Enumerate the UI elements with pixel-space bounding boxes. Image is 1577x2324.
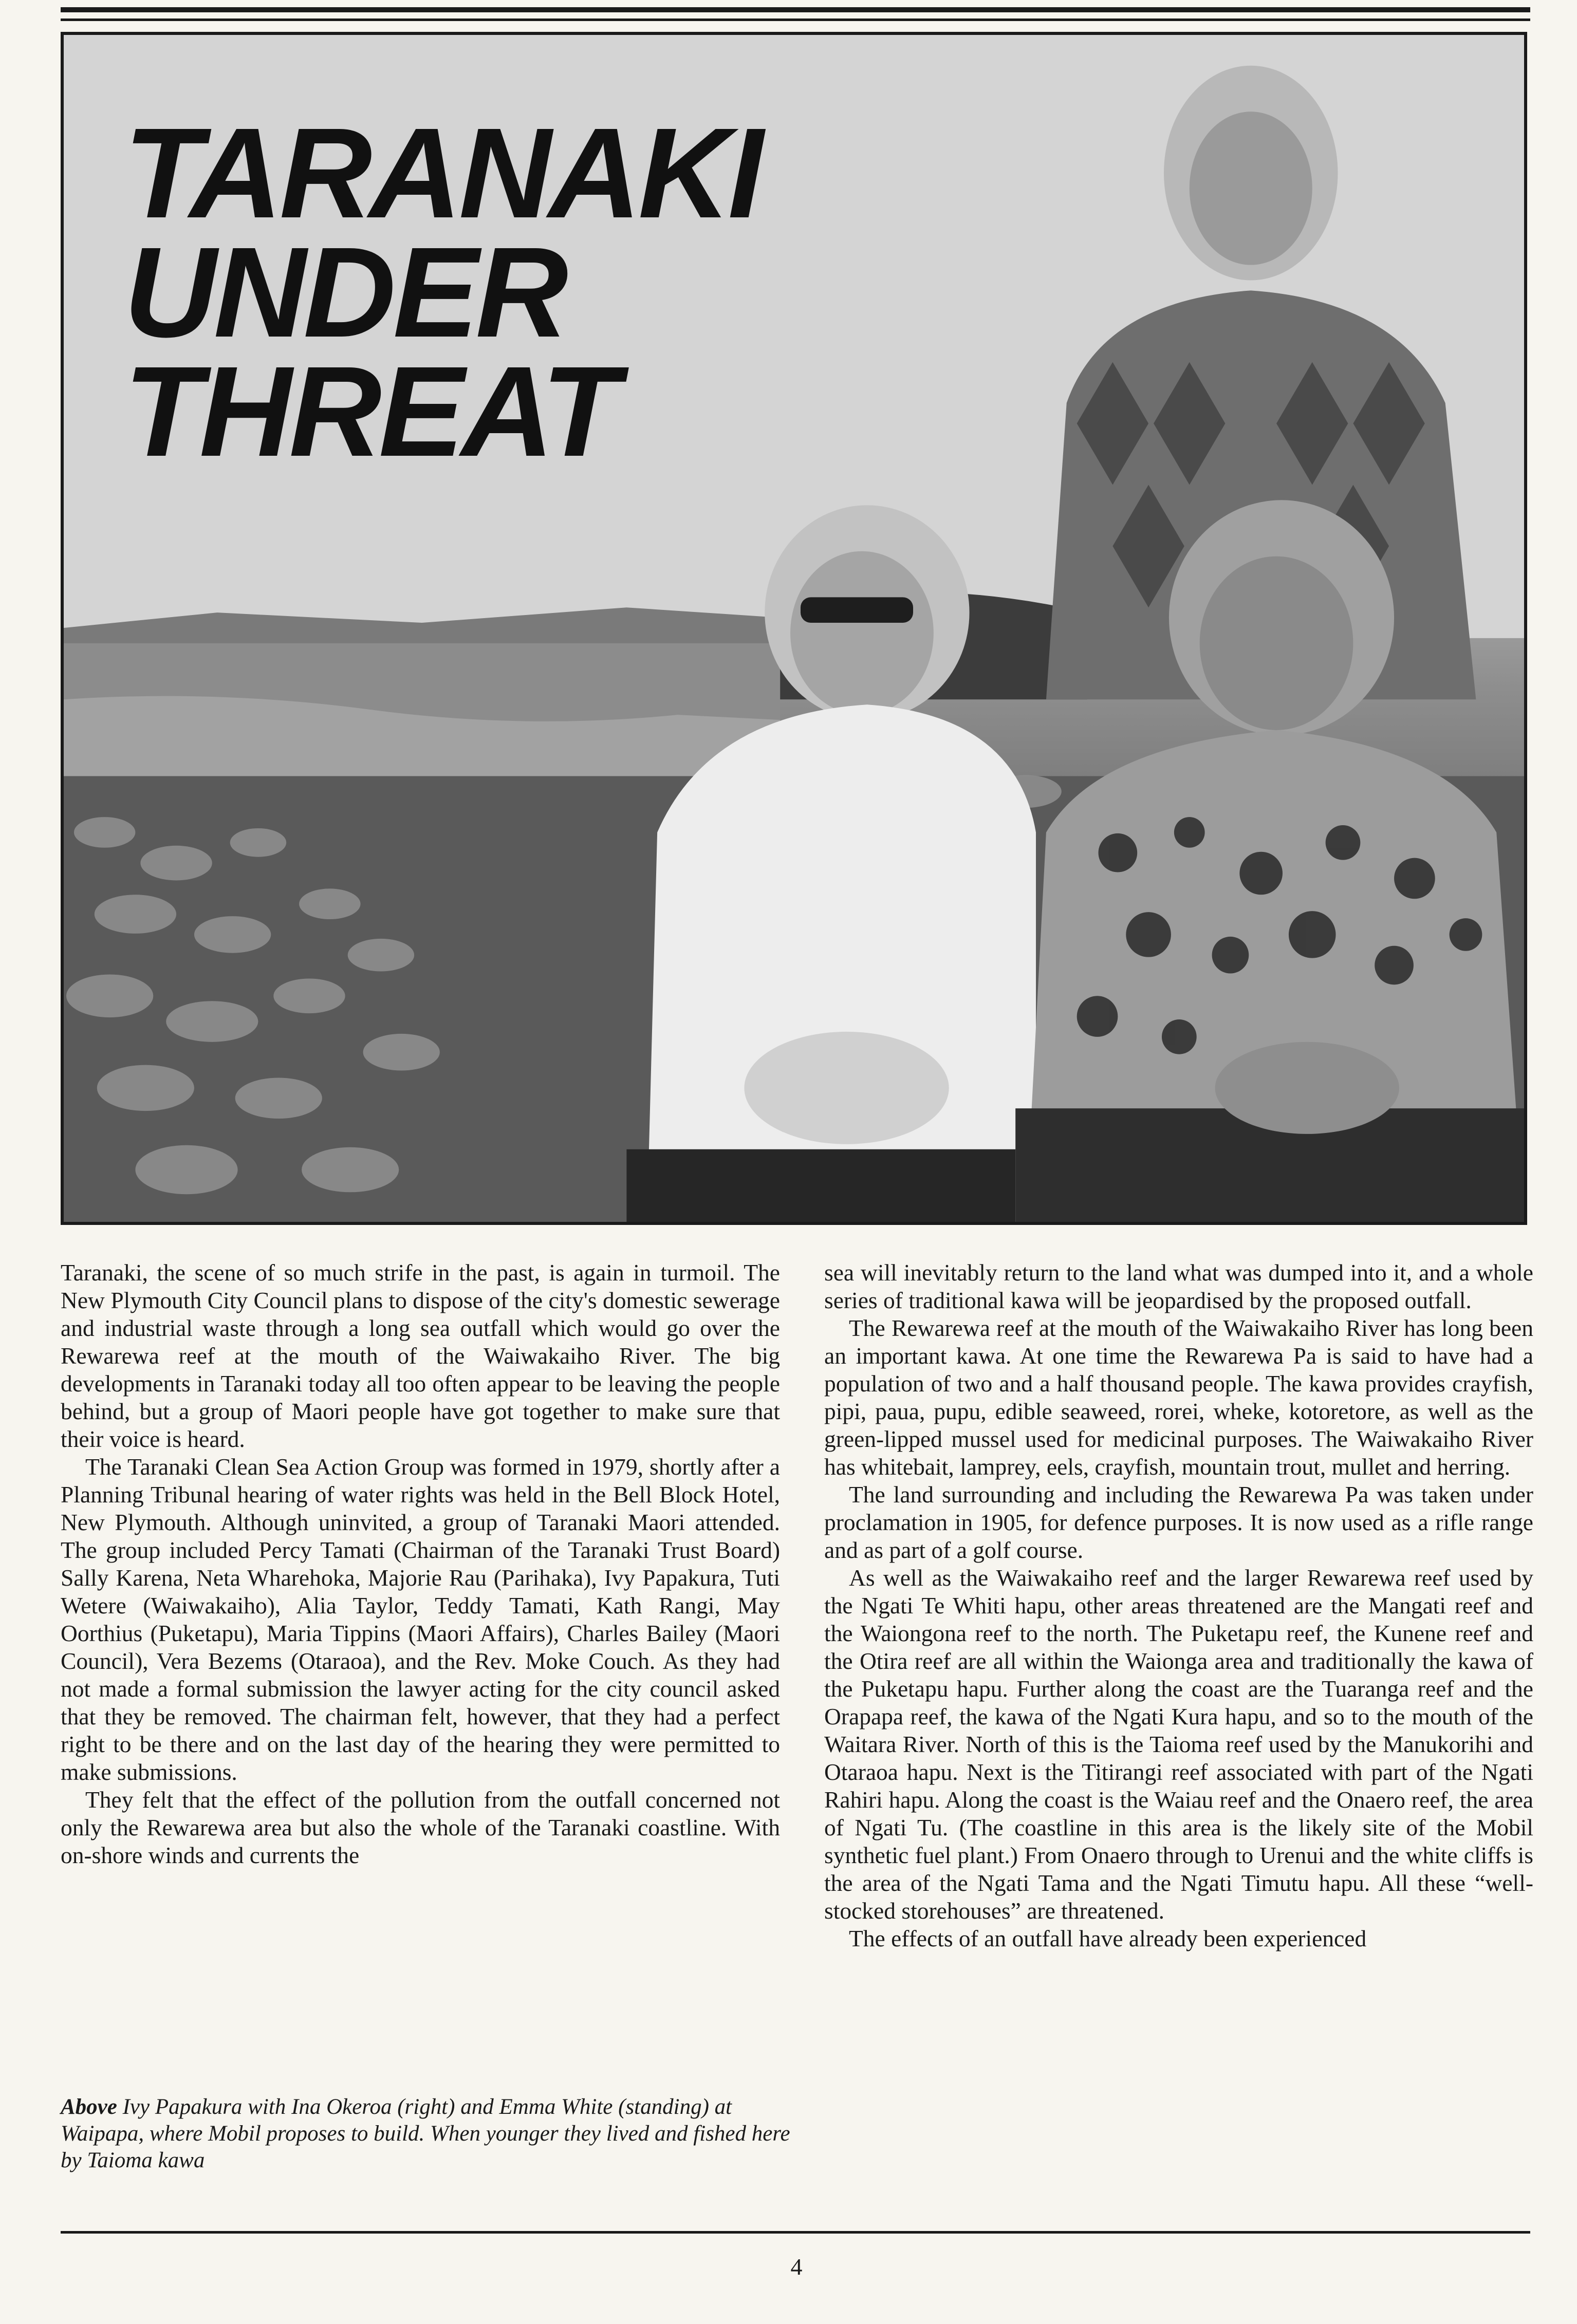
paragraph: As well as the Waiwakaiho reef and the larger Rewarewa reef used by the Ngati Te Whiti hapu, other areas threatened are the Mangati reef and the Waiongona reef to the north. The Puketapu reef, the Kunene reef and the Otira reef are all within the Waionga area and traditionally the kawa of the Puketapu hapu. Further along the coast are the Tuaranga reef and the Orapapa reef, the kawa of the Ngati Kura hapu, and so to the mouth of the Waitara River. North of this is the Taioma reef used by the Manukorihi and Otaraoa hapu. Next is the Titirangi reef associated with part of the Ngati Rahiri hapu. Along the coast is the Waiau reef and the Onaero reef, the area of Ngati Tu. (The coastline in this area is the likely site of the Mobil synthetic fuel plant.) From Onaero through to Urenui and the white cliffs is the area of the Ngati Tama and the Ngati Timutu hapu. All these “well-stocked storehouses” are threatened. xyxy=(824,1565,1533,1924)
page-number: 4 xyxy=(790,2254,803,2280)
top-rule-thin xyxy=(61,18,1530,21)
paragraph: The Taranaki Clean Sea Action Group was formed in 1979, shortly after a Planning Tribunal hearing of water rights was held in the Bell Block Hotel, New Plymouth. Although uninvited, a group of Taranaki Maori attended. The group included Percy Tamati (Chairman of the Taranaki Trust Board) Sally Karena, Neta Wharehoka, Majorie Rau (Parihaka), Ivy Papakura, Tuti Wetere (Waiwakaiho), Alia Taylor, Teddy Tamati, Kath Rangi, May Oorthius (Puketapu), Maria Tippins (Maori Affairs), Charles Bailey (Maori Council), Vera Bezems (Otaraoa), and the Rev. Moke Couch. As they had not made a formal submission the lawyer acting for the city council asked that they be removed. The chairman felt, however, that they had a perfect right to be there and on the last day of the hearing they were permitted to make submissions. xyxy=(61,1454,780,1785)
article-column-left xyxy=(61,1259,780,1869)
photo-three-women-on-beach xyxy=(61,32,1527,1225)
paragraph: The land surrounding and including the Rewarewa Pa was taken under proclamation in 1905, for defence purposes. It is now used as a rifle range and as part of a golf course. xyxy=(824,1481,1533,1563)
headline xyxy=(124,101,760,483)
caption-lead: Above xyxy=(61,2095,117,2119)
caption-text: Ivy Papakura with Ina Okeroa (right) and Emma White (standing) at Waipapa, where Mobil proposes to build. When younger they lived and fished here by Taioma kawa xyxy=(61,2095,790,2172)
paragraph: Taranaki, the scene of so much strife in the past, is again in turmoil. The New Plymouth City Council plans to dispose of the city's domestic sewerage and industrial waste through a long sea outfall which would go over the Rewarewa reef at the mouth of the Waiwakaiho River. The big developments in Taranaki today all too often appear to be leaving the people behind, but a group of Maori people have got together to make sure that their voice is heard. xyxy=(61,1259,780,1452)
photo-caption xyxy=(61,2094,790,2174)
paragraph: The Rewarewa reef at the mouth of the Waiwakaiho River has long been an important kawa. At one time the Rewarewa Pa is said to have had a population of two and a half thousand people. The kawa provides crayfish, pipi, paua, pupu, edible seaweed, rorei, wheke, kotoretore, as well as the green-lipped mussel used for medicinal purposes. The Waiwakaiho River has whitebait, lamprey, eels, crayfish, mountain trout, mullet and herring. xyxy=(824,1315,1533,1480)
headline-line-1: TARANAKI xyxy=(124,101,760,245)
paragraph: sea will inevitably return to the land what was dumped into it, and a whole series of traditional kawa will be jeopardised by the proposed outfall. xyxy=(824,1259,1533,1313)
headline-line-2: UNDER xyxy=(124,220,565,364)
top-rule xyxy=(61,7,1530,12)
paragraph: They felt that the effect of the pollution from the outfall concerned not only the Rewarewa area but also the whole of the Taranaki coastline. With on-shore winds and currents the xyxy=(61,1787,780,1868)
paragraph: The effects of an outfall have already been experienced xyxy=(849,1925,1367,1951)
bottom-rule xyxy=(61,2231,1530,2234)
headline-line-3: THREAT xyxy=(124,340,617,483)
article-column-right xyxy=(824,1259,1533,1953)
